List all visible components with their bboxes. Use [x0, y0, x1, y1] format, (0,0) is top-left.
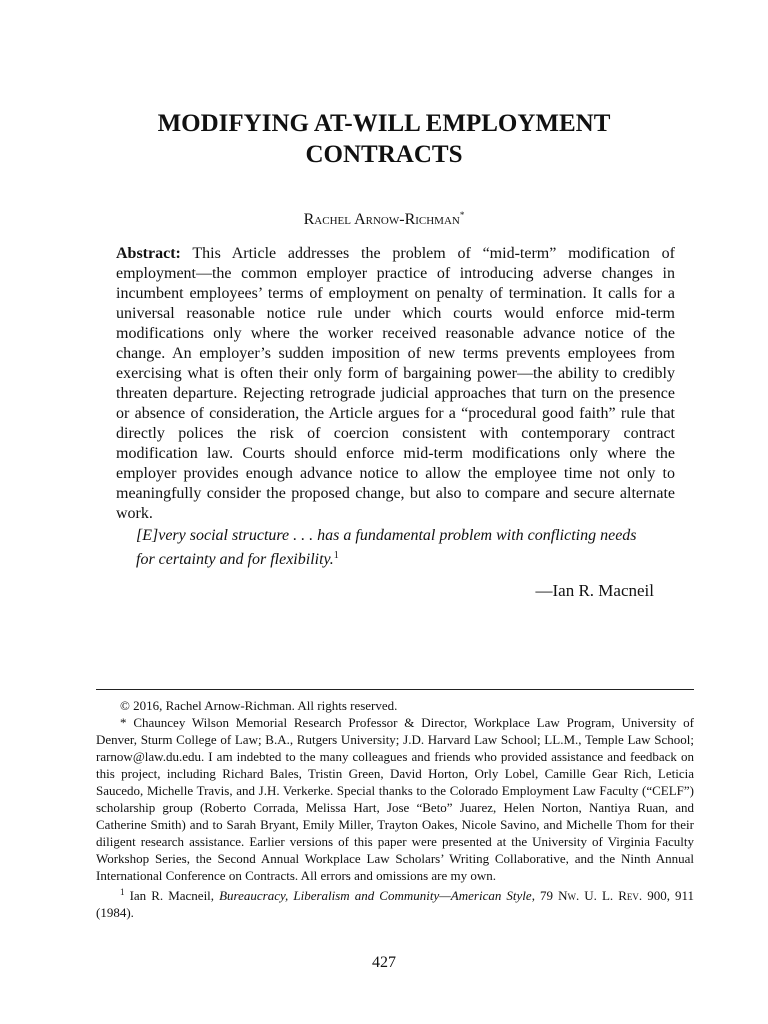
footnote-1	[96, 884, 694, 921]
author-byline	[0, 205, 768, 230]
footnote-1-cite-a: , 79	[531, 888, 553, 903]
footnote-author-marker: *	[120, 715, 127, 730]
article-title-line-2: CONTRACTS	[305, 141, 463, 168]
footnote-divider	[96, 689, 694, 690]
footnotes	[96, 697, 694, 921]
abstract-label: Abstract:	[116, 245, 181, 262]
abstract	[116, 244, 675, 524]
epigraph-text: [E]very social structure . . . has a fundamental problem with conflicting needs for certainty and for flexibility.	[136, 527, 637, 568]
footnote-1-author: Ian R. Macneil,	[129, 888, 215, 903]
abstract-text: This Article addresses the problem of “mid-term” modification of employment—the common employer practice of introducing adverse changes in incumbent employees’ terms of employment on penalty of termination. It calls for a universal reasonable notice rule under which courts would enforce mid-term modifications only where the worker received reasonable advance notice of the change. An employer’s sudden imposition of new terms prevents employees from exercising what is often their only form of bargaining power—the ability to credibly threaten departure. Rejecting retrograde judicial approaches that turn on the presence or absence of consideration, the Article argues for a “procedural good faith” rule that directly polices the risk of coercion consistent with contemporary contract modification law. Courts should enforce mid-term modifications only where the employer provides enough advance notice to allow the employee time not only to meaningfully consider the proposed change, but also to compare and secure alternate work.	[116, 245, 675, 522]
epigraph-footnote-marker[interactable]: 1	[333, 550, 339, 561]
article-title-line-1: MODIFYING AT-WILL EMPLOYMENT	[157, 110, 611, 137]
author-name: Rachel Arnow-Richman	[303, 211, 460, 228]
footnote-1-cite-b: 900, 911 (1984).	[96, 888, 695, 920]
page-number: 427	[372, 954, 396, 971]
footnote-1-journal: Nw. U. L. Rev.	[558, 888, 643, 903]
epigraph-quote	[136, 526, 656, 570]
author-footnote-marker[interactable]: *	[459, 210, 465, 220]
footnote-1-title: Bureaucracy, Liberalism and Community—American Style	[219, 888, 532, 903]
footnote-author-text: Chauncey Wilson Memorial Research Professor & Director, Workplace Law Program, University of Denver, Sturm College of Law; B.A., Rutgers University; J.D. Harvard Law School; LL.M., Temple Law School; rarnow@law.du.edu. I am indebted to the many colleagues and friends who provided assistance and feedback on this project, including Richard Bales, Tristin Green, David Horton, Orly Lobel, Camille Gear Rich, Leticia Saucedo, Michelle Travis, and J.H. Verkerke. Special thanks to the Colorado Employment Law Faculty (“CELF”) scholarship group (Roberto Corrada, Melissa Hart, Jose “Beto” Juarez, Helen Norton, Nantiya Ruan, and Catherine Smith) and to Sarah Bryant, Emily Miller, Trayton Oakes, Nicole Savino, and Michelle Thom for their diligent research assistance. Earlier versions of this paper were presented at the University of Virginia Faculty Workshop Series, the Second Annual Workplace Law Scholars’ Writing Collaborative, and the Ninth Annual International Conference on Contracts. All errors and omissions are my own.	[96, 715, 695, 883]
footnote-author	[96, 714, 694, 884]
article-title	[0, 108, 768, 170]
copyright-notice: © 2016, Rachel Arnow-Richman. All rights reserved.	[120, 698, 398, 713]
footnote-1-marker: 1	[120, 887, 125, 897]
epigraph-attribution: —Ian R. Macneil	[535, 581, 654, 600]
